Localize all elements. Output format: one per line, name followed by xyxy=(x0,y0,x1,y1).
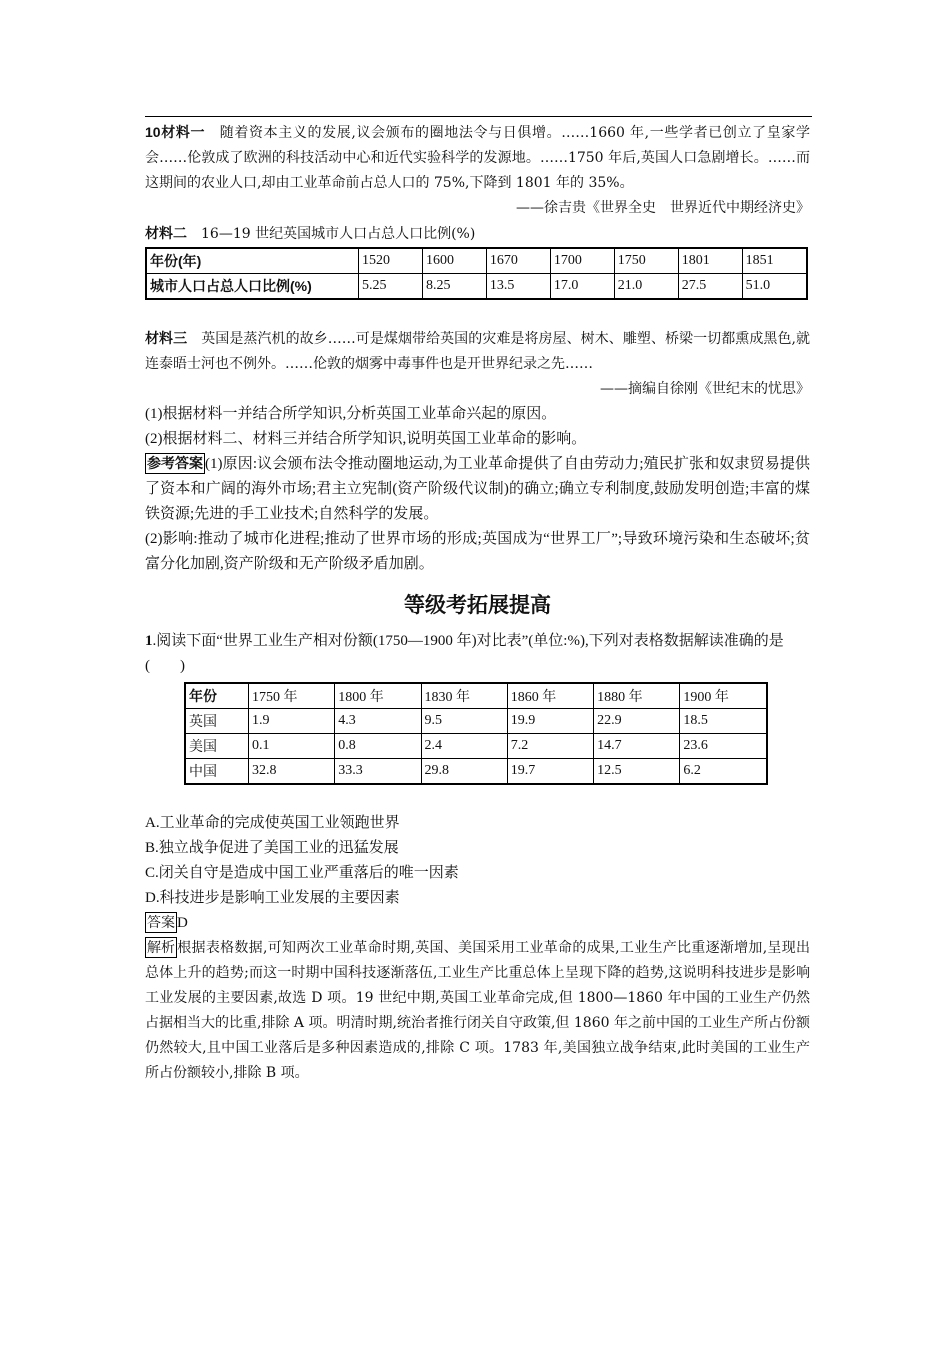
table-cell: 1750 xyxy=(614,248,678,274)
table-cell: 18.5 xyxy=(680,709,767,734)
q10-material-2 xyxy=(145,221,810,247)
table-cell: 1851 xyxy=(742,248,807,274)
q10-question-1: (1)根据材料一并结合所学知识,分析英国工业革命兴起的原因。 xyxy=(145,406,557,422)
table-row xyxy=(146,274,807,300)
table-cell: 13.5 xyxy=(486,274,550,300)
table-cell: 29.8 xyxy=(421,759,507,785)
table-cell: 17.0 xyxy=(550,274,614,300)
table-cell: 美国 xyxy=(185,734,249,759)
table-cell: 1830 年 xyxy=(421,683,507,709)
table-cell: 年份 xyxy=(185,683,249,709)
table-cell: 中国 xyxy=(185,759,249,785)
material-1-source: ——徐吉贵《世界全史 世界近代中期经济史》 xyxy=(516,200,810,216)
table-cell: 32.8 xyxy=(249,759,335,785)
q1-number: 1 xyxy=(145,633,153,649)
q1-stem xyxy=(145,629,810,679)
table-cell: 22.9 xyxy=(594,709,680,734)
table-row xyxy=(185,709,767,734)
q10-material-3 xyxy=(145,326,810,377)
option-a: A.工业革命的完成使英国工业领跑世界 xyxy=(145,815,400,831)
table-cell: 5.25 xyxy=(359,274,423,300)
table-cell: 1670 xyxy=(486,248,550,274)
table-cell: 8.25 xyxy=(422,274,486,300)
section-title: 等级考拓展提高 xyxy=(404,594,551,617)
table-row xyxy=(185,759,767,785)
table-row xyxy=(146,248,807,274)
option-c: C.闭关自守是造成中国工业严重落后的唯一因素 xyxy=(145,865,459,881)
table-cell: 1.9 xyxy=(249,709,335,734)
table-cell: 4.3 xyxy=(335,709,421,734)
table-cell: 6.2 xyxy=(680,759,767,785)
table-row xyxy=(185,683,767,709)
table-cell: 1801 xyxy=(678,248,742,274)
document-page xyxy=(145,118,810,1086)
q1-options xyxy=(145,811,810,911)
table-cell: 19.9 xyxy=(507,709,593,734)
table-cell: 1900 年 xyxy=(680,683,767,709)
q10-answer-1 xyxy=(145,452,810,527)
analysis-tag: 解析 xyxy=(145,937,177,958)
q10-number: 10 xyxy=(145,124,161,140)
material-1-text: 随着资本主义的发展,议会颁布的圈地法令与日俱增。……1660 年,一些学者已创立了皇家学会……伦敦成了欧洲的科技活动中心和近代实验科学的发源地。……1750 年后,英国人口急剧增长。……而这期间的农业人口,却由工业革命前占总人口的 75%,下降到 1801 年的 35%。 xyxy=(145,125,811,191)
table-cell: 9.5 xyxy=(421,709,507,734)
table-cell: 1600 xyxy=(422,248,486,274)
table-cell: 19.7 xyxy=(507,759,593,785)
table-cell: 1860 年 xyxy=(507,683,593,709)
table-cell: 0.1 xyxy=(249,734,335,759)
top-rule xyxy=(145,116,812,117)
material-3-source: ——摘编自徐刚《世纪末的忧思》 xyxy=(600,381,810,397)
table-cell: 14.7 xyxy=(594,734,680,759)
table-cell: 33.3 xyxy=(335,759,421,785)
table-cell: 1880 年 xyxy=(594,683,680,709)
material-2-label: 材料二 xyxy=(145,225,187,241)
q1-analysis xyxy=(145,936,810,1086)
answer-1-text: (1)原因:议会颁布法令推动圈地运动,为工业革命提供了自由劳动力;殖民扩张和奴隶贸易提供了资本和广阔的海外市场;君主立宪制(资产阶级代议制)的确立;确立专利制度,鼓励发明创造;丰富的煤铁资源;先进的手工业技术;自然科学的发展。 xyxy=(145,456,810,522)
q1-answer xyxy=(145,911,810,936)
table-cell: 城市人口占总人口比例(%) xyxy=(146,274,359,300)
table-cell: 1520 xyxy=(359,248,423,274)
table-cell: 年份(年) xyxy=(146,248,359,274)
material-3-label: 材料三 xyxy=(145,330,188,346)
option-d: D.科技进步是影响工业发展的主要因素 xyxy=(145,890,400,906)
answer-value: D xyxy=(177,915,188,931)
q1-stem-text: .阅读下面“世界工业生产相对份额(1750—1900 年)对比表”(单位:%),下列对表格数据解读准确的是( ) xyxy=(145,633,784,674)
analysis-text: 根据表格数据,可知两次工业革命时期,英国、美国采用工业革命的成果,工业生产比重逐渐增加,呈现出总体上升的趋势;而这一时期中国科技逐渐落伍,工业生产比重总体上呈现下降的趋势,这说明科技进步是影响工业发展的主要因素,故选 D 项。19 世纪中期,英国工业革命完成,但 1800—1860 年中国的工业生产仍然占据相当大的比重,排除 A 项。明清时期,统治者推行闭关自守政策,但 1860 年之前中国的工业生产所占份额仍然较大,且中国工业落后是多种因素造成的,排除 C 项。1783 年,美国独立战争结束,此时美国的工业生产所占份额较小,排除 B 项。 xyxy=(145,940,810,1081)
table-cell: 1750 年 xyxy=(249,683,335,709)
table-cell: 27.5 xyxy=(678,274,742,300)
answer-tag: 答案 xyxy=(145,912,177,933)
table-cell: 23.6 xyxy=(680,734,767,759)
table-cell: 1700 xyxy=(550,248,614,274)
q10-question-2: (2)根据材料二、材料三并结合所学知识,说明英国工业革命的影响。 xyxy=(145,431,587,447)
table-cell: 0.8 xyxy=(335,734,421,759)
table-cell: 1800 年 xyxy=(335,683,421,709)
material-1-label: 材料一 xyxy=(160,124,206,140)
reference-answer-tag: 参考答案 xyxy=(145,453,205,474)
q10-material-1 xyxy=(145,120,810,196)
table-cell: 21.0 xyxy=(614,274,678,300)
option-b: B.独立战争促进了美国工业的迅猛发展 xyxy=(145,840,399,856)
q10-answer-2: (2)影响:推动了城市化进程;推动了世界市场的形成;英国成为“世界工厂”;导致环境污染和生态破坏;贫富分化加剧,资产阶级和无产阶级矛盾加剧。 xyxy=(145,531,810,572)
table-cell: 51.0 xyxy=(742,274,807,300)
table-cell: 2.4 xyxy=(421,734,507,759)
material-3-text: 英国是蒸汽机的故乡……可是煤烟带给英国的灾难是将房屋、树木、雕塑、桥梁一切都熏成黑色,就连泰晤士河也不例外。……伦敦的烟雾中毒事件也是开世界纪录之先…… xyxy=(145,331,811,372)
industrial-share-table xyxy=(184,682,768,785)
material-2-text: 16—19 世纪英国城市人口占总人口比例(%) xyxy=(201,226,476,242)
table-cell: 7.2 xyxy=(507,734,593,759)
table-cell: 英国 xyxy=(185,709,249,734)
table-row xyxy=(185,734,767,759)
table-cell: 12.5 xyxy=(594,759,680,785)
urban-population-table xyxy=(145,247,808,300)
